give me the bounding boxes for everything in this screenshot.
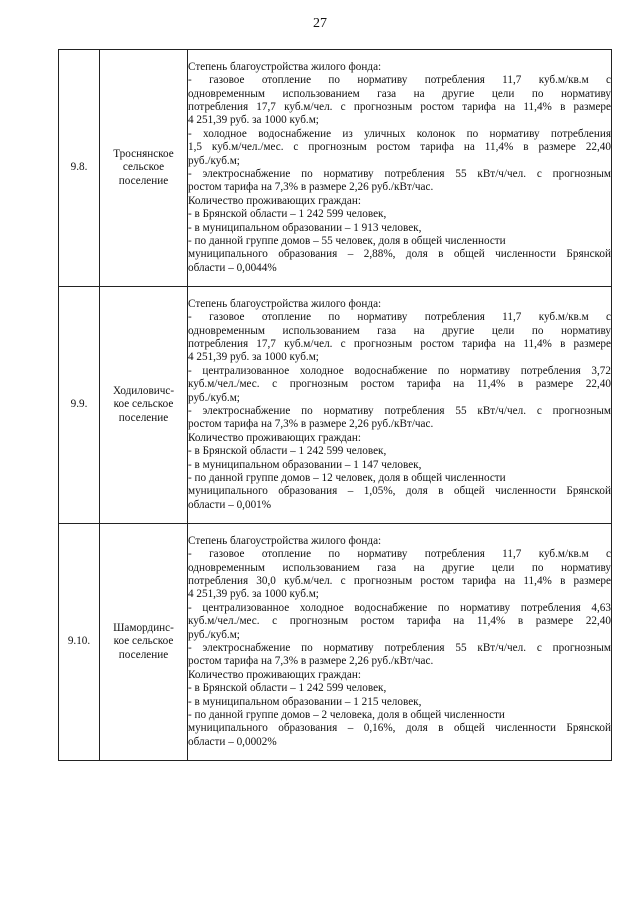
description-line: ростом тарифа на 7,3% в размере 2,26 руб./кВт/час. (188, 655, 434, 668)
settlement-description (188, 50, 612, 287)
settlement-name-line: Ходиловичс- (112, 384, 175, 397)
description-line: - в Брянской области – 1 242 599 человек, (188, 208, 387, 221)
description-line: потребления 17,7 куб.м/чел. с прогнозным ростом тарифа на 11,4% в размере (188, 100, 611, 113)
description-line: потребления 17,7 куб.м/чел. с прогнозным ростом тарифа на 11,4% в размере (188, 337, 611, 350)
description-line: 1,5 куб.м/чел./мес. с прогнозным ростом тарифа на 11,4% в размере 22,40 (188, 141, 611, 154)
description-line: потребления 30,0 куб.м/чел. с прогнозным ростом тарифа на 11,4% в размере (188, 574, 611, 587)
description-line: 4 251,39 руб. за 1000 куб.м; (188, 351, 319, 364)
page-number: 27 (313, 16, 327, 31)
settlement-description (188, 287, 612, 524)
description-line: Количество проживающих граждан: (188, 194, 361, 207)
description-line: муниципального образования – 0,16%, доля в общей численности Брянской (188, 722, 611, 735)
settlement-name (100, 524, 188, 761)
description-line: одновременным использованием газа на другие цели по нормативу (188, 87, 611, 100)
description-line: области – 0,001% (188, 498, 272, 511)
settlement-name-line: поселение (118, 411, 169, 424)
settlement-name (100, 287, 188, 524)
description-line: - по данной группе домов – 55 человек, доля в общей численности (188, 235, 506, 248)
description-line: области – 0,0044% (188, 261, 277, 274)
description-line: - газовое отопление по нормативу потребления 11,7 куб.м/кв.м с (188, 74, 611, 87)
settlement-name-line: сельское (122, 161, 165, 174)
description-line: - по данной группе домов – 2 человека, доля в общей численности (188, 709, 505, 722)
description-line: муниципального образования – 2,88%, доля в общей численности Брянской (188, 248, 611, 261)
settlement-name-line: кое сельское (113, 398, 174, 411)
description-line: - централизованное холодное водоснабжение по нормативу потребления 3,72 (188, 364, 611, 377)
description-line: куб.м/чел./мес. с прогнозным ростом тарифа на 11,4% в размере 22,40 (188, 378, 611, 391)
description-line: - в муниципальном образовании – 1 147 человек, (188, 458, 422, 471)
description-line: - газовое отопление по нормативу потребления 11,7 куб.м/кв.м с (188, 311, 611, 324)
settlement-description (188, 524, 612, 761)
description-line: ростом тарифа на 7,3% в размере 2,26 руб./кВт/час. (188, 181, 434, 194)
description-line: Степень благоустройства жилого фонда: (188, 60, 382, 73)
description-line: Степень благоустройства жилого фонда: (188, 534, 382, 547)
description-line: - в Брянской области – 1 242 599 человек, (188, 445, 387, 458)
description-line: одновременным использованием газа на другие цели по нормативу (188, 324, 611, 337)
description-line: - холодное водоснабжение из уличных колонок по нормативу потребления (188, 127, 611, 140)
description-line: - в муниципальном образовании – 1 215 человек, (188, 695, 422, 708)
description-line: области – 0,0002% (188, 735, 277, 748)
settlement-name-line: кое сельское (113, 635, 174, 648)
description-line: куб.м/чел./мес. с прогнозным ростом тарифа на 11,4% в размере 22,40 (188, 615, 611, 628)
description-line: - электроснабжение по нормативу потребления 55 кВт/ч/чел. с прогнозным (188, 642, 611, 654)
description-line: - в Брянской области – 1 242 599 человек, (188, 682, 387, 695)
description-line: руб./куб.м; (188, 391, 240, 404)
description-line: - централизованное холодное водоснабжение по нормативу потребления 4,63 (188, 601, 611, 614)
settlements-table (58, 49, 612, 761)
description-line: 4 251,39 руб. за 1000 куб.м; (188, 588, 319, 601)
description-line: ростом тарифа на 7,3% в размере 2,26 руб./кВт/час. (188, 418, 434, 431)
settlement-name-line: Троснянское (113, 147, 174, 160)
description-line: Степень благоустройства жилого фонда: (188, 297, 382, 310)
row-number: 9.10. (59, 524, 100, 761)
description-line: одновременным использованием газа на другие цели по нормативу (188, 561, 611, 574)
settlement-name (100, 50, 188, 287)
description-line: - газовое отопление по нормативу потребления 11,7 куб.м/кв.м с (188, 548, 611, 561)
description-line: руб./куб.м; (188, 154, 240, 167)
table-row (59, 50, 612, 287)
description-line: - электроснабжение по нормативу потребления 55 кВт/ч/чел. с прогнозным (188, 405, 611, 417)
settlement-name-line: Шамординс- (113, 621, 174, 634)
description-line: 4 251,39 руб. за 1000 куб.м; (188, 114, 319, 127)
description-line: руб./куб.м; (188, 628, 240, 641)
description-line: - по данной группе домов – 12 человек, доля в общей численности (188, 472, 506, 485)
description-line: муниципального образования – 1,05%, доля в общей численности Брянской (188, 485, 611, 498)
settlement-name-line: поселение (118, 648, 169, 661)
description-line: Количество проживающих граждан: (188, 431, 361, 444)
settlement-name-line: поселение (118, 174, 169, 187)
row-number: 9.9. (59, 287, 100, 524)
description-line: - электроснабжение по нормативу потребления 55 кВт/ч/чел. с прогнозным (188, 168, 611, 180)
table-row (59, 524, 612, 761)
table-row (59, 287, 612, 524)
description-line: - в муниципальном образовании – 1 913 человек, (188, 221, 422, 234)
row-number: 9.8. (59, 50, 100, 287)
description-line: Количество проживающих граждан: (188, 668, 361, 681)
